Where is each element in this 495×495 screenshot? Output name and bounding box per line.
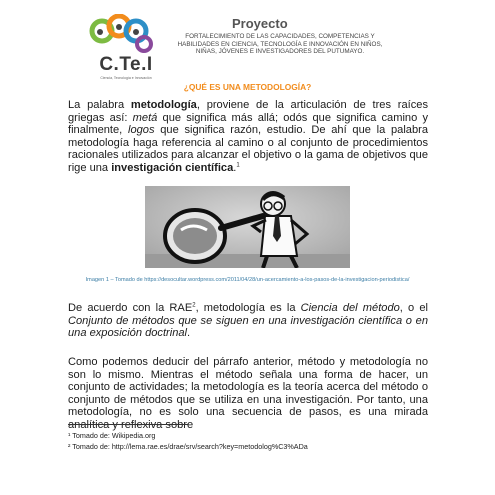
- bold-term: investigación científica: [111, 161, 234, 174]
- text-run: .: [187, 327, 191, 340]
- paragraph-method-vs-methodology: Como podemos deducir del párrafo anterior, método y metodología no son lo mismo. Mientras el método señala una forma de hacer, un conjunto de actividades; la metodología es la teoría acerca del método o conjunto de métodos que se utiliza en una investigación. Por tanto, una metodología, no es solo una secuencia de pasos, es una mirada analítica y reflexiva sobre: [68, 356, 428, 431]
- image-caption: Imagen 1 – Tomado de https://desocultar.wordpress.com/2011/04/28/un-acercamiento-a-los-pasos-de-la-investigacion-periodistica/: [85, 277, 410, 283]
- illustration-magnifier: [145, 186, 350, 268]
- text-run: que significa razón, estudio. De ahí que la palabra metodología haga referencia al camino o al conjunto de procedimientos racionales utilizados para alcanzar el objetivo o la gama de objetivos que rige una: [68, 124, 428, 174]
- logo-subtext: Ciencia, Tecnología e Innovación: [100, 76, 152, 80]
- text-run: , o el: [399, 302, 428, 314]
- footnote-1: ¹ Tomado de: Wikipedia.org: [68, 431, 156, 440]
- italic-term: metá: [132, 111, 158, 124]
- paragraph-rae: [68, 302, 428, 340]
- text-run: , proviene de la articulación de tres raíces griegas así:: [68, 99, 428, 124]
- text-run: , metodología es la: [195, 302, 301, 314]
- logo-circles-icon: [86, 14, 160, 56]
- paragraph-etymology: [68, 99, 428, 175]
- footnote-2: ² Tomado de: http://lema.rae.es/drae/srv/search?key=metodolog%C3%ADa: [68, 442, 308, 451]
- footnote-divider: [68, 424, 188, 425]
- text-run: que significa más allá; odós que significa camino y finalmente,: [68, 111, 428, 137]
- ctei-logo: [86, 14, 160, 80]
- project-description: FORTALECIMIENTO DE LAS CAPACIDADES, COMPETENCIAS Y HABILIDADES EN CIENCIA, TECNOLOGÍA E INNOVACIÓN EN NIÑOS, NIÑAS, JÓVENES E INVESTIGADORES DEL PUTUMAYO.: [177, 33, 383, 56]
- section-heading: ¿QUÉ ES UNA METODOLOGÍA?: [183, 82, 312, 92]
- footnote-ref: 2: [192, 302, 196, 309]
- text-run: La palabra: [68, 99, 131, 111]
- bold-term: metodología: [130, 99, 197, 111]
- man-with-magnifier-icon: [145, 186, 350, 268]
- project-title: Proyecto: [232, 16, 288, 31]
- text-run: De acuerdo con la RAE: [68, 302, 193, 314]
- logo-text: C.Te.I: [99, 54, 153, 75]
- italic-term: Conjunto de métodos que se siguen en una investigación científica o en una exposición doctrinal: [68, 314, 428, 340]
- italic-term: logos: [127, 124, 155, 137]
- footnote-ref: 1: [236, 162, 240, 169]
- italic-term: Ciencia del método: [300, 302, 400, 314]
- text-run: .: [233, 161, 237, 174]
